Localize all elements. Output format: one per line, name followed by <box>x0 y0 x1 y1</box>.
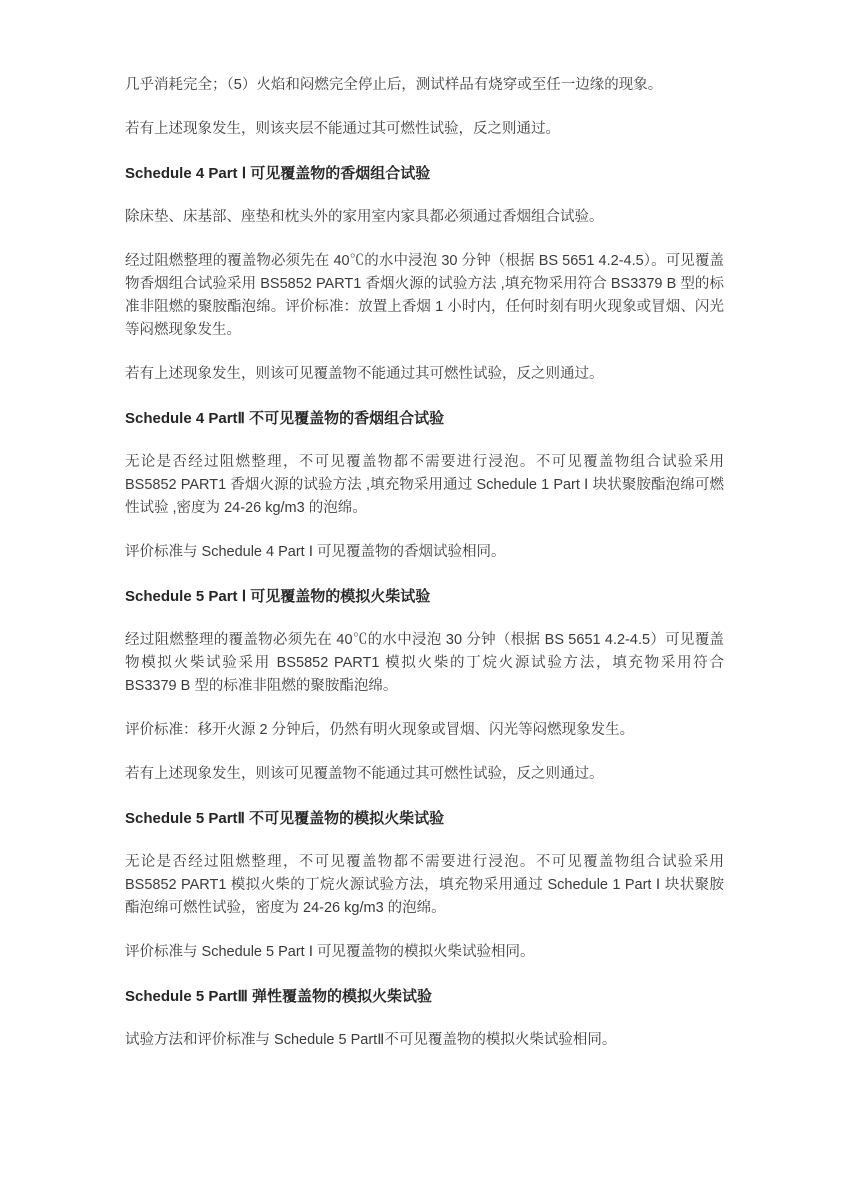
paragraph-schedule-4-part-1-method: 经过阻燃整理的覆盖物必须先在 40℃的水中浸泡 30 分钟（根据 BS 5651 4.2-4.5）。可见覆盖物香烟组合试验采用 BS5852 PART1 香烟火源的试验方法 ,填充物采用符合 BS3379 B 型的标准非阻燃的聚胺酯泡绵。评价标准：放置上香烟 1 小时内，任何时刻有明火现象或冒烟、闪光等闷燃现象发生。 <box>125 253 724 338</box>
heading-schedule-5-part-2: Schedule 5 PartⅡ 不可见覆盖物的模拟火柴试验 <box>125 810 445 827</box>
heading-schedule-5-part-3: Schedule 5 PartⅢ 弹性覆盖物的模拟火柴试验 <box>125 988 433 1005</box>
paragraph-interliner-pass-fail: 若有上述现象发生，则该夹层不能通过其可燃性试验，反之则通过。 <box>125 121 560 137</box>
paragraph-flame-smolder-stop: 几乎消耗完全；（5）火焰和闷燃完全停止后，测试样品有烧穿或至任一边缘的现象。 <box>125 77 663 93</box>
paragraph-schedule-5-part-3-method: 试验方法和评价标准与 Schedule 5 PartⅡ不可见覆盖物的模拟火柴试验相同。 <box>125 1032 617 1048</box>
paragraph-schedule-5-part-1-criteria: 评价标准：移开火源 2 分钟后，仍然有明火现象或冒烟、闪光等闷燃现象发生。 <box>125 722 635 738</box>
heading-schedule-5-part-1: Schedule 5 Part Ⅰ 可见覆盖物的模拟火柴试验 <box>125 588 431 605</box>
heading-schedule-4-part-2: Schedule 4 PartⅡ 不可见覆盖物的香烟组合试验 <box>125 410 445 427</box>
paragraph-schedule-5-part-2-method: 无论是否经过阻燃整理，不可见覆盖物都不需要进行浸泡。不可见覆盖物组合试验采用 BS5852 PART1 模拟火柴的丁烷火源试验方法，填充物采用通过 Schedule 1 Part Ⅰ 块状聚胺酯泡绵可燃性试验，密度为 24-26 kg/m3 的泡绵。 <box>125 854 724 916</box>
paragraph-schedule-4-part-2-criteria: 评价标准与 Schedule 4 Part Ⅰ 可见覆盖物的香烟试验相同。 <box>125 544 506 560</box>
paragraph-visible-cover-pass-fail: 若有上述现象发生，则该可见覆盖物不能通过其可燃性试验，反之则通过。 <box>125 366 604 382</box>
paragraph-schedule-5-part-2-criteria: 评价标准与 Schedule 5 Part Ⅰ 可见覆盖物的模拟火柴试验相同。 <box>125 944 535 960</box>
paragraph-schedule-4-part-2-method: 无论是否经过阻燃整理，不可见覆盖物都不需要进行浸泡。不可见覆盖物组合试验采用 BS5852 PART1 香烟火源的试验方法 ,填充物采用通过 Schedule 1 Part Ⅰ 块状聚胺酯泡绵可燃性试验 ,密度为 24-26 kg/m3 的泡绵。 <box>125 454 724 516</box>
heading-schedule-4-part-1: Schedule 4 Part Ⅰ 可见覆盖物的香烟组合试验 <box>125 165 431 182</box>
document-content <box>125 74 724 1073</box>
paragraph-schedule-5-part-1-pass-fail: 若有上述现象发生，则该可见覆盖物不能通过其可燃性试验，反之则通过。 <box>125 766 604 782</box>
paragraph-schedule-5-part-1-method: 经过阻燃整理的覆盖物必须先在 40℃的水中浸泡 30 分钟（根据 BS 5651 4.2-4.5）可见覆盖物模拟火柴试验采用 BS5852 PART1 模拟火柴的丁烷火源试验方法，填充物采用符合 BS3379 B 型的标准非阻燃的聚胺酯泡绵。 <box>125 632 724 694</box>
paragraph-furniture-cigarette-scope: 除床垫、床基部、座垫和枕头外的家用室内家具都必须通过香烟组合试验。 <box>125 209 604 225</box>
